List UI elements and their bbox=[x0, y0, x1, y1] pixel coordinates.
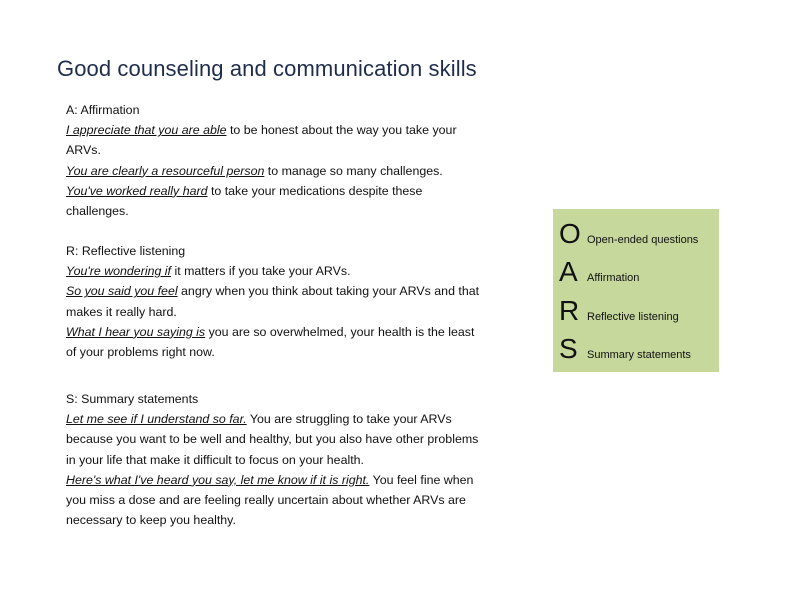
summary-example-1 bbox=[66, 409, 506, 429]
affirmation-example-3 bbox=[66, 181, 506, 201]
reflective-phrase-3: What I hear you saying is bbox=[66, 324, 206, 339]
reflective-example-2 bbox=[66, 281, 506, 301]
affirmation-text-3b: challenges. bbox=[66, 204, 129, 219]
affirmation-example-2 bbox=[66, 161, 506, 181]
reflective-phrase-1: You're wondering if bbox=[66, 264, 171, 279]
summary-text-1b: because you want to be well and healthy, but you also have other problems bbox=[66, 432, 479, 447]
reflective-heading: R: Reflective listening bbox=[66, 244, 186, 258]
reflective-phrase-2: So you said you feel bbox=[66, 284, 178, 299]
affirmation-example-1 bbox=[66, 120, 506, 140]
summary-text-2c: necessary to keep you healthy. bbox=[66, 513, 236, 528]
reflective-example-1 bbox=[66, 261, 506, 281]
reflective-example-3 bbox=[66, 322, 506, 342]
summary-example-2 bbox=[66, 470, 506, 490]
reflective-text-2b: makes it really hard. bbox=[66, 304, 177, 319]
affirmation-phrase-3: You've worked really hard bbox=[66, 183, 208, 198]
reflective-text-3: you are so overwhelmed, your health is the least bbox=[205, 324, 475, 339]
reflective-text-2: angry when you think about taking your ARVs and that bbox=[177, 284, 480, 299]
summary-phrase-2: Here's what I've heard you say, let me know if it is right. bbox=[66, 472, 370, 487]
affirmation-text-3: to take your medications despite these bbox=[207, 183, 423, 198]
oars-row-r bbox=[559, 296, 679, 326]
oars-letter-r: R bbox=[559, 295, 580, 326]
reflective-section bbox=[66, 241, 506, 362]
oars-label-r: Reflective listening bbox=[587, 311, 679, 323]
summary-text-1: You are struggling to take your ARVs bbox=[246, 412, 452, 427]
oars-row-a bbox=[559, 257, 639, 287]
oars-label-o: Open-ended questions bbox=[587, 234, 699, 246]
affirmation-section bbox=[66, 100, 506, 221]
affirmation-phrase-1: I appreciate that you are able bbox=[66, 123, 227, 138]
summary-text-2b: you miss a dose and are feeling really uncertain about whether ARVs are bbox=[66, 493, 466, 508]
affirmation-phrase-2: You are clearly a resourceful person bbox=[66, 163, 265, 178]
page-title: Good counseling and communication skills bbox=[57, 56, 477, 81]
reflective-text-1: it matters if you take your ARVs. bbox=[171, 264, 351, 279]
oars-row-o bbox=[559, 219, 698, 249]
reflective-text-3b: of your problems right now. bbox=[66, 345, 215, 360]
affirmation-text-2: to manage so many challenges. bbox=[264, 163, 443, 178]
oars-row-s bbox=[559, 334, 691, 364]
oars-letter-a: A bbox=[559, 256, 578, 287]
oars-letter-o: O bbox=[559, 218, 581, 249]
affirmation-text-1: to be honest about the way you take your bbox=[226, 123, 457, 138]
oars-box bbox=[553, 209, 719, 372]
summary-heading: S: Summary statements bbox=[66, 392, 199, 406]
summary-phrase-1: Let me see if I understand so far. bbox=[66, 412, 247, 427]
oars-label-s: Summary statements bbox=[587, 349, 691, 361]
summary-section bbox=[66, 389, 506, 530]
summary-text-2: You feel fine when bbox=[369, 472, 474, 487]
affirmation-heading: A: Affirmation bbox=[66, 103, 140, 117]
oars-letter-s: S bbox=[559, 333, 578, 364]
oars-label-a: Affirmation bbox=[587, 272, 640, 284]
affirmation-text-1b: ARVs. bbox=[66, 143, 101, 158]
summary-text-1c: in your life that make it difficult to focus on your health. bbox=[66, 452, 364, 467]
